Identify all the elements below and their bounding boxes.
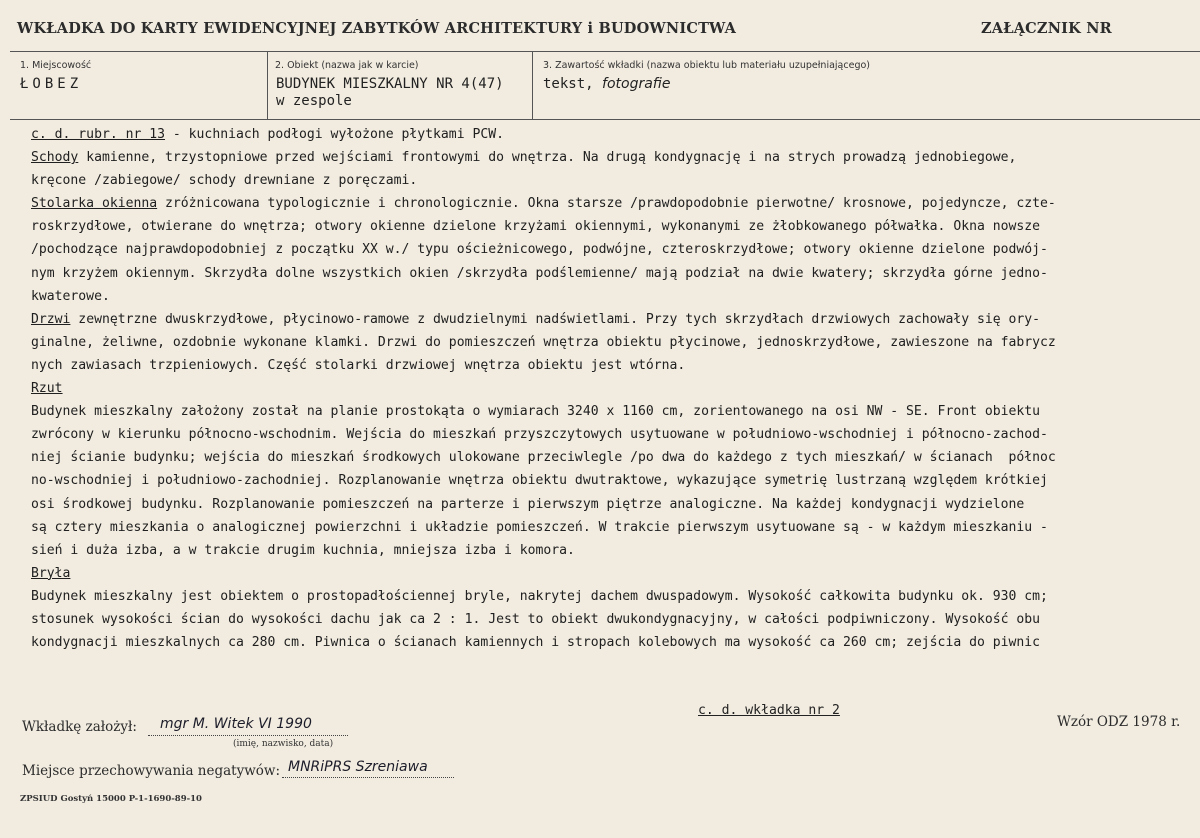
locality-label: 1. Miejscowość [20, 60, 92, 71]
text-line: nych zawiasach trzpieniowych. Część stolarki drzwiowej wnętrza obiektu jest wtórna. [31, 357, 686, 373]
annex-number-label: ZAŁĄCZNIK NR [981, 20, 1112, 37]
object-value-line2: w zespole [276, 93, 352, 109]
negatives-location-value: MNRiPRS Szreniawa [288, 759, 428, 775]
section-heading-plan: Rzut [31, 381, 63, 397]
field-divider-1 [267, 52, 268, 120]
negatives-location-label: Miejsce przechowywania negatywów: [22, 763, 281, 779]
text-line: kondygnacji mieszkalnych ca 280 cm. Piwnica o ścianach kamiennych i stropach kolebowych ma wysokość ca 260 cm; zejścia do piwnic [31, 635, 1041, 651]
form-template-reference: Wzór ODZ 1978 r. [1057, 714, 1181, 730]
prepared-by-caption: (imię, nazwisko, data) [233, 739, 334, 749]
printer-imprint: ZPSIUD Gostyń 15000 P-1-1690-89-10 [20, 794, 202, 804]
text-line: osi środkowej budynku. Rozplanowanie pomieszczeń na parterze i pierwszym piętrze analogiczne. Na każdej kondygnacji wydzielone [31, 496, 1025, 512]
text-line: nym krzyżem okiennym. Skrzydła dolne wszystkich okien /skrzydła podślemienne/ mają podział na dwie kwatery; skrzydła górne jedno- [31, 265, 1048, 281]
content-value-typed: tekst, [543, 76, 594, 92]
object-label: 2. Obiekt (nazwa jak w karcie) [275, 60, 419, 71]
text-line: c. d. rubr. nr 13 - kuchniach podłogi wyłożone płytkami PCW. [31, 127, 504, 142]
text-line: ginalne, żeliwne, ozdobnie wykonane klamki. Drzwi do pomieszczeń wnętrza obiektu płycinowe, jednoskrzydłowe, zawieszone na fabrycz [31, 334, 1056, 350]
text-line: są cztery mieszkania o analogicznej powierzchni i układzie pomieszczeń. W trakcie pierwszym usytuowane są - w każdym mieszkaniu - [31, 519, 1048, 535]
section-reference: c. d. rubr. nr 13 [31, 127, 166, 142]
prepared-by-label: Wkładkę założył: [22, 719, 137, 735]
prepared-by-signature: mgr M. Witek VI 1990 [160, 716, 312, 732]
text-line: zwrócony w kierunku północno-wschodnim. Wejścia do mieszkań przyszczytowych usytuowane w południowo-wschodniej i północno-zachod- [31, 427, 1048, 443]
text-line: Budynek mieszkalny jest obiektem o prostopadłościennej bryle, nakrytej dachem dwuspadowym. Wysokość całkowita budynku ok. 930 cm; [31, 588, 1048, 604]
content-value [543, 76, 670, 92]
description-text [31, 123, 1191, 654]
text-line: kwaterowe. [31, 288, 110, 304]
prepared-by-dotted-line [148, 735, 348, 736]
text-line: stosunek wysokości ścian do wysokości dachu jak ca 2 : 1. Jest to obiekt dwukondygnacyjny, w całości podpiwniczony. Wysokość obu [31, 611, 1041, 627]
section-heading-stairs: Schody [31, 150, 79, 166]
header-rule-bottom [10, 119, 1200, 120]
text-line: Stolarka okienna zróżnicowana typologicznie i chronologicznie. Okna starsze /prawdopodobnie pierwotne/ krosnowe, pojedyncze, czte- [31, 196, 1056, 212]
text-line: no-wschodniej i południowo-zachodniej. Rozplanowanie wnętrza obiektu dwutraktowe, wykazujące symetrię lustrzaną względem krótkiej [31, 473, 1048, 489]
content-value-handwritten: fotografie [602, 76, 671, 92]
text-line: Drzwi zewnętrzne dwuskrzydłowe, płycinowo-ramowe z dwudzielnymi nadświetlami. Przy tych skrzydłach drzwiowych zachowały się ory- [31, 311, 1041, 327]
text-line: /pochodzące najprawdopodobniej z początku XX w./ typu ościeżnicowego, podwójne, czteroskrzydłowe; otwory okienne dzielone podwój- [31, 242, 1048, 258]
locality-value: ŁOBEZ [20, 76, 83, 92]
negatives-dotted-line [282, 777, 454, 778]
section-heading-massing: Bryła [31, 565, 71, 581]
text-line: kręcone /zabiegowe/ schody drewniane z poręczami. [31, 173, 418, 189]
header-rule-top [10, 51, 1200, 52]
section-heading-doors: Drzwi [31, 311, 71, 327]
text-line: sień i duża izba, a w trakcie drugim kuchnia, mniejsza izba i komora. [31, 542, 575, 558]
content-label: 3. Zawartość wkładki (nazwa obiektu lub materiału uzupełniającego) [543, 60, 870, 71]
object-value-line1: BUDYNEK MIESZKALNY NR 4(47) [276, 76, 504, 92]
text-line: roskrzydłowe, otwierane do wnętrza; otwory okienne dzielone krzyżami okiennymi, wykonanymi ze żłobkowanego półwałka. Okna nowsze [31, 219, 1041, 235]
section-heading-windows: Stolarka okienna [31, 196, 158, 212]
continued-note: c. d. wkładka nr 2 [698, 703, 840, 718]
field-divider-2 [532, 52, 533, 120]
text-line: Schody kamienne, trzystopniowe przed wejściami frontowymi do wnętrza. Na drugą kondygnację i na strych prowadzą jednobiegowe, [31, 150, 1017, 166]
text-line: niej ścianie budynku; wejścia do mieszkań środkowych ulokowane przeciwlegle /po dwa do każdego z tych mieszkań/ w ścianach północ [31, 450, 1056, 466]
form-title: WKŁADKA DO KARTY EWIDENCYJNEJ ZABYTKÓW ARCHITEKTURY i BUDOWNICTWA [17, 20, 737, 37]
text-line: Budynek mieszkalny założony został na planie prostokąta o wymiarach 3240 x 1160 cm, zorientowanego na osi NW - SE. Front obiektu [31, 404, 1041, 420]
